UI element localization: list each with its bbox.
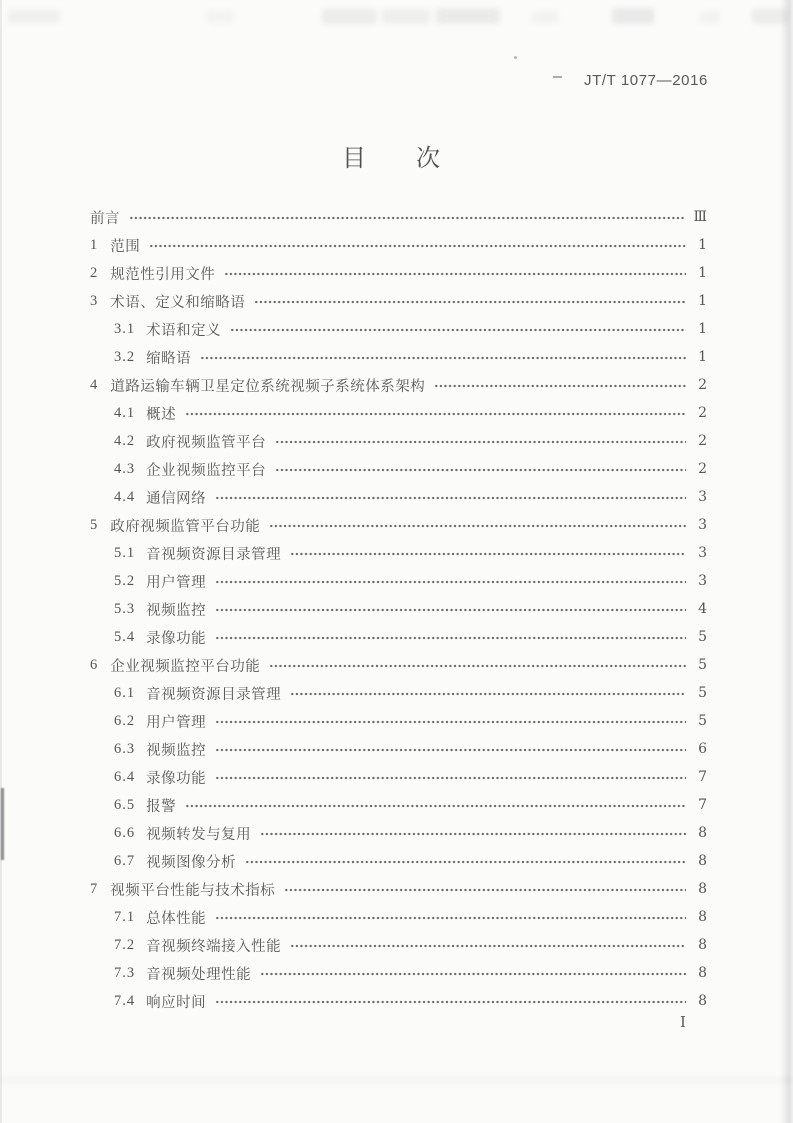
toc-entry-page: 3 [698, 573, 707, 589]
toc-entry-page: 8 [698, 937, 707, 953]
page-title: 目 次 [342, 146, 441, 172]
toc-entry-number: 5.3 [114, 600, 136, 617]
toc-entry-number: 7 [90, 880, 99, 897]
toc-entry-number: 4.3 [114, 460, 136, 477]
toc-entry-page: 5 [698, 629, 707, 645]
toc-entry-page: 8 [698, 909, 707, 925]
dot-leader [269, 523, 686, 529]
toc-entry [90, 791, 707, 819]
scan-smudge [322, 9, 377, 24]
toc-entry-page: 1 [698, 237, 707, 253]
toc-entry-page: 8 [698, 965, 707, 981]
toc-entry [90, 259, 707, 287]
toc-entry [90, 287, 707, 315]
toc-entry-title: 视频图像分析 [146, 854, 237, 871]
scan-smudge [700, 11, 720, 23]
toc-entry-page: 5 [698, 713, 707, 729]
scan-mark-left [1, 788, 4, 860]
toc-entry-page: 6 [698, 741, 707, 757]
toc-entry-page: 8 [698, 825, 707, 841]
dot-leader [215, 915, 686, 921]
toc-entry-number: 5.1 [114, 544, 136, 561]
toc-entry [90, 847, 707, 875]
toc-entry-number: 5 [90, 516, 99, 533]
toc-entry-page: 8 [698, 881, 707, 897]
dot-leader [434, 383, 686, 389]
footer-page-number: Ⅰ [680, 1013, 686, 1031]
scan-smudge [532, 11, 558, 23]
toc-entry [90, 231, 707, 259]
toc-entry-title: 政府视频监管平台 [146, 434, 267, 451]
toc-entry-page: 1 [698, 321, 707, 337]
scan-band-bottom [0, 1076, 793, 1084]
toc-entry-title: 企业视频监控平台功能 [110, 658, 261, 675]
toc-entry-page: 8 [698, 993, 707, 1009]
toc-entry-title: 音视频终端接入性能 [146, 938, 282, 955]
toc-entry-title: 音视频处理性能 [146, 966, 252, 983]
scan-smudge [612, 8, 654, 24]
toc-entry-title: 视频监控 [146, 742, 207, 759]
toc-entry-page: 7 [698, 797, 707, 813]
toc-entry [90, 959, 707, 987]
dot-leader [215, 495, 686, 501]
toc-entry-page: 5 [698, 685, 707, 701]
toc-entry [90, 595, 707, 623]
dot-leader [215, 579, 686, 585]
toc-entry-title: 视频转发与复用 [146, 826, 252, 843]
standard-number-header: JT/T 1077—2016 [583, 72, 708, 89]
toc-entry-number: 6.2 [114, 712, 136, 729]
toc-entry [90, 399, 707, 427]
scan-speck [514, 56, 517, 59]
dot-leader [215, 635, 686, 641]
toc-entry [90, 735, 707, 763]
toc-entry [90, 623, 707, 651]
toc-entry [90, 651, 707, 679]
toc-entry-title: 规范性引用文件 [110, 266, 216, 283]
scan-smudge [752, 9, 788, 24]
toc-entry-title: 录像功能 [146, 770, 207, 787]
dot-leader [215, 999, 686, 1005]
toc-entry-number: 7.2 [114, 936, 136, 953]
toc-entry [90, 455, 707, 483]
dot-leader [284, 887, 686, 893]
toc-entry-number: 5.4 [114, 628, 136, 645]
toc-entry-page: 2 [698, 377, 707, 393]
dot-leader [215, 747, 686, 753]
toc-entry-title: 总体性能 [146, 910, 207, 927]
toc-entry-page: 2 [698, 405, 707, 421]
toc-entry [90, 371, 707, 399]
dot-leader [260, 971, 686, 977]
toc-entry [90, 931, 707, 959]
toc-entry-title: 前言 [90, 210, 120, 227]
toc-entry [90, 707, 707, 735]
toc-entry-title: 视频监控 [146, 602, 207, 619]
toc-entry-page: Ⅲ [693, 209, 707, 225]
toc-entry-page: 8 [698, 853, 707, 869]
toc-entry [90, 427, 707, 455]
toc-entry [90, 539, 707, 567]
toc-entry [90, 511, 707, 539]
toc-entry-title: 音视频资源目录管理 [146, 546, 282, 563]
toc-entry [90, 763, 707, 791]
toc-entry [90, 483, 707, 511]
toc-entry-number: 2 [90, 264, 99, 281]
toc-entry [90, 819, 707, 847]
toc-entry-number: 3.2 [114, 348, 136, 365]
dot-leader [275, 467, 686, 473]
toc-entry-page: 4 [698, 601, 707, 617]
toc-entry-title: 术语、定义和缩略语 [110, 294, 246, 311]
toc-entry-page: 3 [698, 489, 707, 505]
scan-smudge [206, 11, 234, 23]
toc-entry-number: 6.1 [114, 684, 136, 701]
toc-entry [90, 567, 707, 595]
toc-entry-number: 3 [90, 292, 99, 309]
toc-entry-number: 3.1 [114, 320, 136, 337]
toc-entry-title: 道路运输车辆卫星定位系统视频子系统体系架构 [110, 378, 426, 395]
toc-entry-number: 4.4 [114, 488, 136, 505]
dot-leader [260, 831, 686, 837]
dot-leader [224, 271, 686, 277]
toc-entry-title: 录像功能 [146, 630, 207, 647]
toc-entry-number: 4.2 [114, 432, 136, 449]
dot-leader [269, 663, 686, 669]
toc-entry-title: 概述 [146, 406, 177, 423]
dot-leader [290, 551, 686, 557]
toc-entry-page: 5 [698, 657, 707, 673]
toc-entry-title: 范围 [110, 238, 141, 255]
toc-list [90, 203, 707, 1015]
toc-entry-number: 6.4 [114, 768, 136, 785]
dot-leader [129, 215, 686, 221]
dot-leader [215, 775, 686, 781]
toc-entry-title: 报警 [146, 798, 177, 815]
toc-entry-number: 6 [90, 656, 99, 673]
dot-leader [290, 943, 686, 949]
toc-entry-page: 3 [698, 517, 707, 533]
toc-entry-title: 术语和定义 [146, 322, 222, 339]
toc-entry-number: 5.2 [114, 572, 136, 589]
dot-leader [200, 355, 686, 361]
toc-entry-number: 6.6 [114, 824, 136, 841]
dot-leader [215, 607, 686, 613]
toc-entry-number: 6.3 [114, 740, 136, 757]
toc-entry-number: 1 [90, 236, 99, 253]
toc-entry-title: 视频平台性能与技术指标 [110, 882, 276, 899]
toc-entry-title: 企业视频监控平台 [146, 462, 267, 479]
toc-entry [90, 315, 707, 343]
toc-entry-number: 6.5 [114, 796, 136, 813]
scan-smudge [436, 8, 500, 24]
toc-entry-page: 3 [698, 545, 707, 561]
dot-leader [149, 243, 686, 249]
toc-entry-title: 音视频资源目录管理 [146, 686, 282, 703]
dot-leader [245, 859, 686, 865]
toc-entry-number: 7.1 [114, 908, 136, 925]
toc-entry-title: 政府视频监管平台功能 [110, 518, 261, 535]
toc-entry-number: 6.7 [114, 852, 136, 869]
toc-entry-page: 1 [698, 293, 707, 309]
scan-speck [553, 76, 562, 78]
toc-entry-number: 7.3 [114, 964, 136, 981]
dot-leader [185, 411, 686, 417]
toc-entry-page: 1 [698, 265, 707, 281]
dot-leader [215, 719, 686, 725]
scan-smudge [8, 10, 60, 23]
toc-entry-title: 响应时间 [146, 994, 207, 1011]
toc-entry-page: 2 [698, 433, 707, 449]
dot-leader [275, 439, 686, 445]
toc-entry-page: 1 [698, 349, 707, 365]
scan-smudge [382, 9, 430, 24]
toc-entry [90, 343, 707, 371]
toc-entry-number: 7.4 [114, 992, 136, 1009]
dot-leader [254, 299, 686, 305]
toc-entry-title: 缩略语 [146, 350, 192, 367]
dot-leader [290, 691, 686, 697]
toc-entry-title: 用户管理 [146, 714, 207, 731]
toc-entry-number: 4.1 [114, 404, 136, 421]
toc-entry-title: 通信网络 [146, 490, 207, 507]
toc-entry [90, 203, 707, 231]
toc-entry-number: 4 [90, 376, 99, 393]
toc-entry-page: 7 [698, 769, 707, 785]
toc-entry-title: 用户管理 [146, 574, 207, 591]
toc-entry-page: 2 [698, 461, 707, 477]
toc-entry [90, 875, 707, 903]
toc-entry [90, 679, 707, 707]
toc-entry [90, 987, 707, 1015]
toc-entry [90, 903, 707, 931]
dot-leader [185, 803, 686, 809]
dot-leader [230, 327, 686, 333]
